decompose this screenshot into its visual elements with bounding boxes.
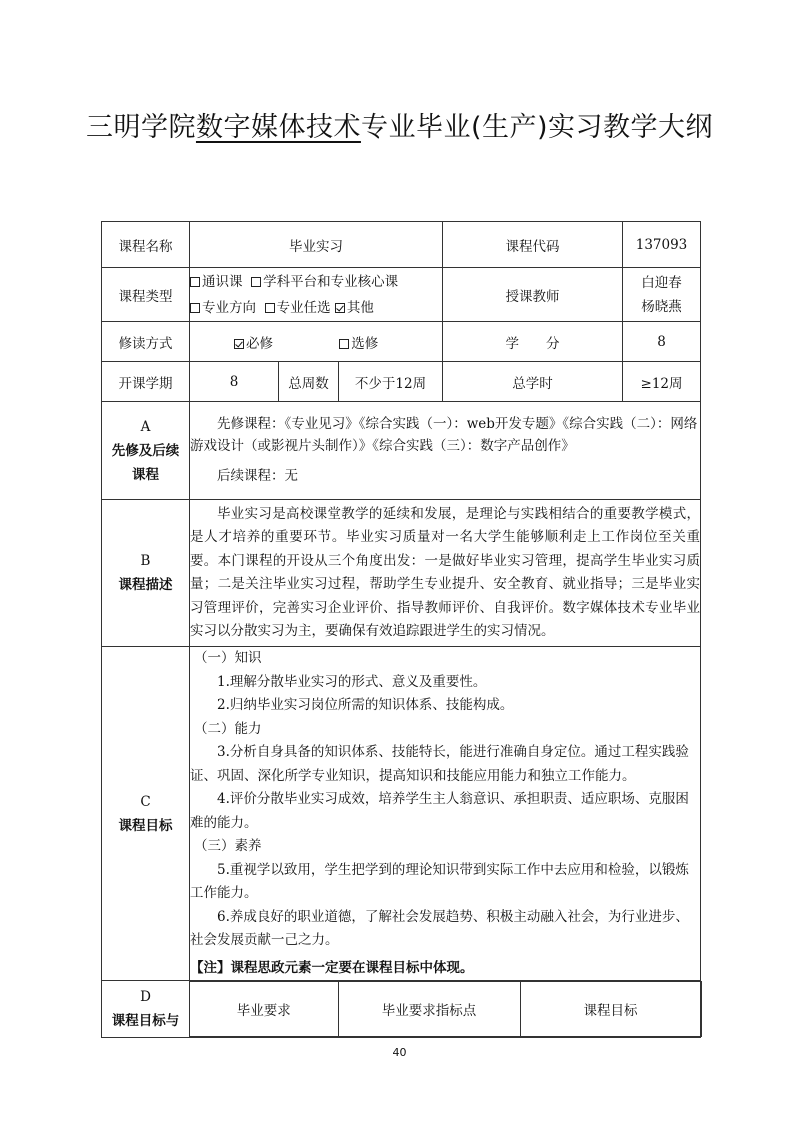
hours-value: ≥12周 (623, 362, 701, 402)
study-mode-label: 修读方式 (102, 322, 190, 362)
title-prefix: 三明学院 (85, 112, 196, 143)
credit-value: 8 (623, 322, 701, 362)
weeks-value: 不少于12周 (339, 362, 443, 402)
section-c-title: 课程目标 (118, 817, 173, 834)
prerequisite-courses: 先修课程：《专业见习》《综合实践（一）：web开发专题》《综合实践（二）：网络游戏设计（或影视片头制作）》《综合实践（三）：数字产品创作》 (190, 415, 698, 454)
type-option-elective[interactable]: 专业任选 (265, 295, 331, 321)
course-code-value: 137093 (623, 222, 701, 268)
checkbox-icon (339, 339, 349, 349)
col-graduation-requirement: 毕业要求 (190, 982, 338, 1037)
ideological-note: 【注】课程思政元素一定要在课程目标中体现。 (190, 959, 474, 976)
section-c-header (102, 647, 190, 981)
section-a-title-2: 课程 (132, 466, 159, 483)
goal-1: 1.理解分散毕业实习的形式、意义及重要性。 (217, 673, 487, 690)
checkbox-icon (265, 303, 275, 313)
weeks-label: 总周数 (279, 362, 339, 402)
col-course-goal: 课程目标 (520, 982, 701, 1037)
row-course-name (102, 222, 701, 268)
section-b-content (190, 500, 701, 647)
col-requirement-indicator: 毕业要求指标点 (338, 982, 520, 1037)
goal-4: 4.评价分散毕业实习成效，培养学生主人翁意识、承担职责、适应职场、克服困难的能力。 (190, 791, 689, 831)
section-b-letter: B (140, 553, 151, 569)
goal-2: 2.归纳毕业实习岗位所需的知识体系、技能构成。 (217, 697, 514, 713)
checkbox-checked-icon (335, 303, 345, 313)
teacher-name-1: 白迎春 (641, 274, 682, 291)
mode-option-required[interactable]: 必修 (234, 332, 273, 352)
section-a-title-1: 先修及后续 (111, 442, 180, 459)
row-section-d (102, 981, 701, 1038)
course-description: 毕业实习是高校课堂教学的延续和发展，是理论与实践相结合的重要教学模式，是人才培养的重要环节。毕业实习质量对一名大学生能够顺利走上工作岗位至关重要。本门课程的开设从三个角度出发：一是做好毕业实习管理，提高学生毕业实习质量；二是关注毕业实习过程，帮助学生专业提升、安全教育、就业指导；三是毕业实习管理评价，完善实习企业评价、指导教师评价、自我评价。数字媒体技术专业毕业实习以分散实习为主，要确保有效追踪跟进学生的实习情况。 (190, 505, 701, 639)
section-a-header (102, 402, 190, 500)
section-d-columns (190, 981, 702, 1037)
hours-label: 总学时 (443, 362, 623, 402)
course-type-options (190, 268, 443, 322)
course-name-value: 毕业实习 (190, 222, 443, 268)
section-a-content (190, 402, 701, 500)
row-section-a (102, 402, 701, 500)
goals-heading-literacy: （三）素养 (194, 838, 262, 854)
goals-heading-ability: （二）能力 (194, 720, 262, 737)
checkbox-icon (190, 277, 200, 287)
syllabus-table (101, 221, 701, 1038)
row-section-b (102, 500, 701, 647)
goals-heading-knowledge: （一）知识 (194, 650, 262, 666)
section-d-letter: D (140, 989, 151, 1005)
page-number: 40 (392, 1046, 407, 1059)
section-c-letter: C (140, 793, 151, 810)
teacher-name-2: 杨晓燕 (641, 298, 682, 315)
mode-option-elective[interactable]: 选修 (339, 332, 378, 352)
course-type-label: 课程类型 (102, 268, 190, 322)
goal-5: 5.重视学以致用，学生把学到的理论知识带到实际工作中去应用和检验，以锻炼工作能力。 (190, 861, 689, 901)
section-c-content (190, 647, 701, 981)
course-name-label: 课程名称 (102, 222, 190, 268)
row-section-c (102, 647, 701, 981)
credit-label: 学 分 (443, 322, 623, 362)
row-semester (102, 362, 701, 402)
type-option-general[interactable]: 通识课 (190, 269, 243, 295)
type-option-direction[interactable]: 专业方向 (190, 295, 256, 321)
row-course-type (102, 268, 701, 322)
type-option-core[interactable]: 学科平台和专业核心课 (251, 269, 398, 295)
followup-courses: 后续课程：无 (217, 467, 298, 484)
section-a-letter: A (140, 418, 151, 435)
row-study-mode (102, 322, 701, 362)
goal-6: 6.养成良好的职业道德，了解社会发展趋势、积极主动融入社会，为行业进步、社会发展贡献一己之力。 (190, 908, 689, 948)
checkbox-icon (251, 277, 261, 287)
teacher-names (623, 268, 701, 322)
teacher-label: 授课教师 (443, 268, 623, 322)
study-mode-options (190, 322, 443, 362)
section-b-header (102, 500, 190, 647)
course-code-label: 课程代码 (443, 222, 623, 268)
title-major: 数字媒体技术 (195, 112, 361, 143)
semester-label: 开课学期 (102, 362, 190, 402)
type-option-other[interactable]: 其他 (335, 295, 374, 321)
goal-3: 3.分析自身具备的知识体系、技能特长，能进行准确自身定位。通过工程实践验证、巩固、深化所学专业知识，提高知识和技能应用能力和独立工作能力。 (190, 744, 689, 784)
section-d-content (190, 981, 701, 1038)
title-suffix: 专业毕业(生产)实习教学大纲 (360, 112, 714, 143)
section-b-title: 课程描述 (118, 577, 173, 593)
document-title (60, 100, 739, 156)
checkbox-checked-icon (234, 339, 244, 349)
semester-value: 8 (190, 362, 279, 402)
section-d-title: 课程目标与 (111, 1013, 180, 1029)
checkbox-icon (190, 303, 200, 313)
section-d-header (102, 981, 190, 1038)
